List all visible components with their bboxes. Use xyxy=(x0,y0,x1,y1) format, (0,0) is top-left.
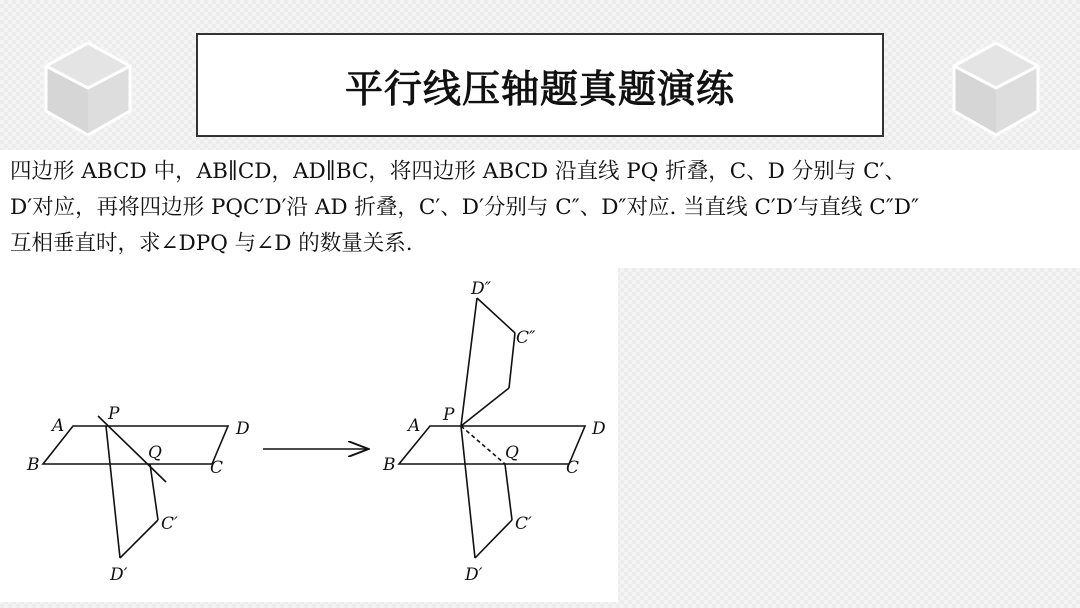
label-q-left: Q xyxy=(148,443,162,463)
label-c1-left: C′ xyxy=(161,514,178,534)
title-box xyxy=(196,33,884,137)
label-c-right: C xyxy=(566,458,580,478)
figure-left-labels xyxy=(26,404,250,585)
label-b-left: B xyxy=(27,455,40,475)
label-d-right: D xyxy=(592,419,606,439)
label-c1-right: C′ xyxy=(515,514,532,534)
figure-area xyxy=(0,268,618,602)
slide-title: 平行线压轴题真题演练 xyxy=(344,65,735,111)
problem-line-1: 四边形 ABCD 中，AB∥CD，AD∥BC，将四边形 ABCD 沿直线 PQ 折叠，C、D 分别与 C′、 xyxy=(10,159,906,184)
label-a-right: A xyxy=(408,416,421,436)
dashed-pq-right xyxy=(461,426,505,464)
label-c2-right: C″ xyxy=(516,328,536,348)
label-d-left: D xyxy=(236,419,250,439)
label-p-right: P xyxy=(443,405,455,425)
segment-pd1-left xyxy=(106,426,120,558)
label-p-left: P xyxy=(108,404,120,424)
label-d1-left: D′ xyxy=(110,565,128,585)
geometry-figures xyxy=(0,268,618,602)
label-d1-right: D′ xyxy=(465,565,483,585)
segment-to-p-right xyxy=(461,388,509,426)
parallelogram-abcd-left xyxy=(43,426,228,464)
label-b-right: B xyxy=(383,455,396,475)
label-q-right: Q xyxy=(505,443,519,463)
segment-c1q-right xyxy=(505,464,512,520)
segment-pd1-right xyxy=(461,426,475,558)
label-a-left: A xyxy=(52,416,65,436)
label-d2-right: D″ xyxy=(471,279,491,299)
figure-left xyxy=(43,416,228,558)
figure-right xyxy=(399,298,585,558)
problem-line-2: D′对应，再将四边形 PQC′D′沿 AD 折叠，C′、D′分别与 C″、D″对应. 当直线 C′D′与直线 C″D″ xyxy=(10,195,920,220)
parallelogram-abcd-right xyxy=(399,426,585,464)
segment-c2-down-right xyxy=(509,333,515,388)
problem-statement xyxy=(0,150,1080,268)
label-c-left: C xyxy=(210,458,224,478)
segment-d1c1-left xyxy=(120,520,158,558)
problem-line-3: 互相垂直时，求∠DPQ 与∠D 的数量关系. xyxy=(10,231,413,256)
segment-pd2-right xyxy=(461,298,477,426)
segment-d2c2-right xyxy=(477,298,515,333)
cube-icon-left xyxy=(38,38,138,138)
cube-icon-right xyxy=(946,38,1046,138)
segment-d1c1-right xyxy=(475,520,512,558)
